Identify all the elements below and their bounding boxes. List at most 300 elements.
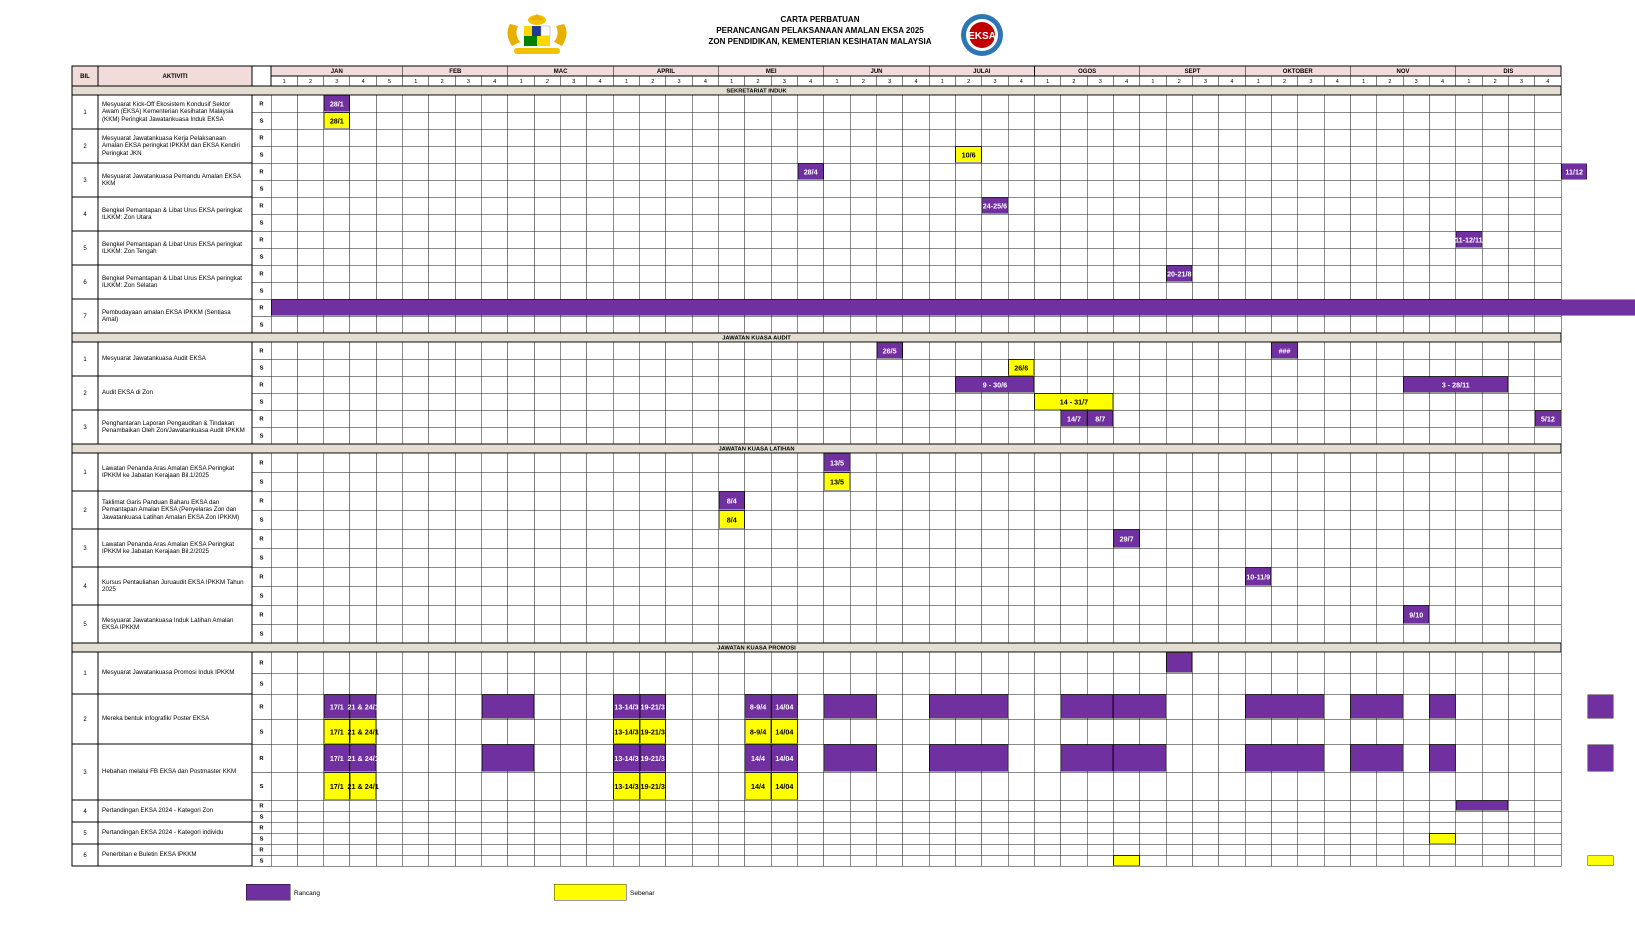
week-cell xyxy=(1456,744,1482,772)
week-cell xyxy=(1166,855,1192,866)
week-cell xyxy=(455,359,481,376)
week-cell xyxy=(561,844,587,855)
week-label: 3 xyxy=(1098,79,1102,85)
week-cell xyxy=(1192,811,1218,822)
week-cell xyxy=(1061,146,1087,163)
week-cell xyxy=(1034,180,1060,197)
week-cell xyxy=(903,376,929,393)
week-cell xyxy=(1456,282,1482,299)
week-cell xyxy=(850,197,876,214)
week-cell xyxy=(376,231,402,248)
week-cell xyxy=(350,231,376,248)
bar-date-label: 14 - 31/7 xyxy=(1059,397,1089,407)
week-cell xyxy=(1034,855,1060,866)
bar-date-label: 19-21/3 xyxy=(640,782,665,791)
week-cell xyxy=(324,359,350,376)
week-cell xyxy=(1061,359,1087,376)
week-cell xyxy=(482,844,508,855)
month-label: FEB xyxy=(449,69,462,75)
week-cell xyxy=(297,586,323,605)
week-cell xyxy=(771,248,797,265)
week-cell xyxy=(1034,248,1060,265)
week-cell xyxy=(1087,719,1113,744)
week-cell xyxy=(1456,316,1482,333)
rancang-bar xyxy=(930,745,1008,771)
week-cell xyxy=(587,410,613,427)
week-cell xyxy=(903,129,929,146)
week-cell xyxy=(903,472,929,491)
week-cell xyxy=(929,855,955,866)
week-cell xyxy=(1192,833,1218,844)
week-cell xyxy=(534,453,560,472)
week-cell xyxy=(771,844,797,855)
week-cell xyxy=(1350,822,1376,833)
week-cell xyxy=(1535,146,1561,163)
week-cell xyxy=(1245,822,1271,833)
week-cell xyxy=(798,427,824,444)
week-cell xyxy=(534,744,560,772)
week-cell xyxy=(982,472,1008,491)
week-cell xyxy=(692,652,718,673)
week-cell xyxy=(640,342,666,359)
week-cell xyxy=(771,282,797,299)
week-cell xyxy=(929,112,955,129)
week-label: 4 xyxy=(914,79,918,85)
week-cell xyxy=(666,833,692,844)
week-cell xyxy=(561,95,587,112)
week-cell xyxy=(350,393,376,410)
week-cell xyxy=(403,146,429,163)
week-cell xyxy=(824,855,850,866)
week-cell xyxy=(1113,811,1139,822)
activity-name: Penghantaran Laporan Pengauditan & Tindakan Penambaikan Oleh Zon/Jawatankuasa Audit IPKKM xyxy=(102,419,245,434)
section-header-row xyxy=(72,643,1561,652)
week-cell xyxy=(271,282,297,299)
week-cell xyxy=(1482,673,1508,694)
week-cell xyxy=(1271,376,1297,393)
week-cell xyxy=(350,491,376,510)
week-cell xyxy=(903,146,929,163)
week-cell xyxy=(666,529,692,548)
week-cell xyxy=(640,146,666,163)
week-cell xyxy=(1113,359,1139,376)
week-cell xyxy=(1403,772,1429,800)
week-cell xyxy=(1034,146,1060,163)
week-cell xyxy=(1113,586,1139,605)
week-cell xyxy=(1377,844,1403,855)
week-cell xyxy=(640,472,666,491)
week-cell xyxy=(1087,652,1113,673)
week-cell xyxy=(1377,472,1403,491)
week-cell xyxy=(587,197,613,214)
week-cell xyxy=(271,112,297,129)
week-cell xyxy=(376,586,402,605)
week-cell xyxy=(955,282,981,299)
activity-name: Penerbitan e Buletin EKSA IPKKM xyxy=(102,851,197,859)
week-cell xyxy=(297,180,323,197)
bar-date-label: 21 & 24/1 xyxy=(347,727,379,737)
week-cell xyxy=(1061,586,1087,605)
week-cell xyxy=(1429,605,1455,624)
sebenar-bar xyxy=(1430,834,1455,843)
week-cell xyxy=(745,163,771,180)
week-cell xyxy=(1508,282,1534,299)
week-cell xyxy=(1429,567,1455,586)
week-cell xyxy=(350,214,376,231)
week-cell xyxy=(1377,410,1403,427)
week-cell xyxy=(666,427,692,444)
week-cell xyxy=(719,529,745,548)
week-cell xyxy=(666,265,692,282)
week-cell xyxy=(561,586,587,605)
week-label: 4 xyxy=(1125,79,1129,85)
week-cell xyxy=(1456,855,1482,866)
activity-name: Kursus Pentauliahan Juruaudit EKSA IPKKM Tahun 2025 xyxy=(102,578,244,593)
week-cell xyxy=(482,163,508,180)
week-cell xyxy=(1034,586,1060,605)
week-cell xyxy=(1034,197,1060,214)
week-cell xyxy=(1166,316,1192,333)
week-cell xyxy=(1113,410,1139,427)
week-cell xyxy=(1350,586,1376,605)
week-cell xyxy=(1271,453,1297,472)
week-cell xyxy=(850,548,876,567)
week-cell xyxy=(1113,673,1139,694)
week-cell xyxy=(1140,586,1166,605)
bil-header: BIL xyxy=(80,74,90,80)
week-cell xyxy=(350,248,376,265)
week-cell xyxy=(929,316,955,333)
week-cell xyxy=(1298,833,1324,844)
week-cell xyxy=(824,410,850,427)
week-cell xyxy=(1482,410,1508,427)
week-cell xyxy=(903,694,929,719)
week-cell xyxy=(350,129,376,146)
week-cell xyxy=(297,673,323,694)
week-cell xyxy=(271,719,297,744)
week-cell xyxy=(482,180,508,197)
week-cell xyxy=(1087,342,1113,359)
week-cell xyxy=(613,510,639,529)
week-cell xyxy=(877,214,903,231)
week-cell xyxy=(666,510,692,529)
bar-date-label: 21 & 24/1 xyxy=(347,754,379,763)
week-cell xyxy=(1508,410,1534,427)
week-cell xyxy=(455,376,481,393)
week-cell xyxy=(561,822,587,833)
week-cell xyxy=(824,316,850,333)
week-cell xyxy=(824,624,850,643)
bar-date-label: 17/1 xyxy=(329,702,344,712)
week-cell xyxy=(1061,282,1087,299)
week-cell xyxy=(850,491,876,510)
week-cell xyxy=(1429,146,1455,163)
week-cell xyxy=(982,231,1008,248)
week-cell xyxy=(745,624,771,643)
week-cell xyxy=(376,652,402,673)
week-cell xyxy=(850,605,876,624)
week-cell xyxy=(1271,472,1297,491)
week-cell xyxy=(613,248,639,265)
week-cell xyxy=(1482,548,1508,567)
week-cell xyxy=(1219,427,1245,444)
week-cell xyxy=(1140,376,1166,393)
week-cell xyxy=(324,811,350,822)
week-cell xyxy=(1350,548,1376,567)
week-cell xyxy=(1377,265,1403,282)
week-cell xyxy=(1140,359,1166,376)
week-cell xyxy=(1350,772,1376,800)
week-cell xyxy=(877,197,903,214)
week-cell xyxy=(719,811,745,822)
week-cell xyxy=(1429,822,1455,833)
week-cell xyxy=(1140,129,1166,146)
week-cell xyxy=(1535,855,1561,866)
week-cell xyxy=(1535,822,1561,833)
week-cell xyxy=(613,472,639,491)
week-cell xyxy=(429,180,455,197)
week-cell xyxy=(1034,359,1060,376)
week-cell xyxy=(798,316,824,333)
week-cell xyxy=(1271,855,1297,866)
week-cell xyxy=(1219,248,1245,265)
week-cell xyxy=(929,719,955,744)
week-cell xyxy=(850,146,876,163)
week-cell xyxy=(403,265,429,282)
week-cell xyxy=(1271,605,1297,624)
week-cell xyxy=(1008,214,1034,231)
week-cell xyxy=(587,772,613,800)
week-cell xyxy=(692,129,718,146)
week-cell xyxy=(666,282,692,299)
week-cell xyxy=(455,231,481,248)
week-cell xyxy=(1008,265,1034,282)
week-cell xyxy=(719,694,745,719)
week-cell xyxy=(1034,605,1060,624)
week-cell xyxy=(1535,453,1561,472)
week-cell xyxy=(666,652,692,673)
week-cell xyxy=(640,855,666,866)
week-cell xyxy=(1192,529,1218,548)
week-cell xyxy=(1140,844,1166,855)
week-cell xyxy=(587,214,613,231)
week-cell xyxy=(1166,510,1192,529)
week-cell xyxy=(561,282,587,299)
week-cell xyxy=(1456,410,1482,427)
week-cell xyxy=(719,410,745,427)
week-label: 1 xyxy=(1256,79,1260,85)
bar-date-label: 13-14/3 xyxy=(614,702,639,712)
week-cell xyxy=(1324,844,1350,855)
week-cell xyxy=(1192,652,1218,673)
week-cell xyxy=(771,342,797,359)
week-cell xyxy=(1192,453,1218,472)
week-cell xyxy=(877,652,903,673)
week-cell xyxy=(1456,453,1482,472)
week-cell xyxy=(1508,605,1534,624)
week-cell xyxy=(1403,231,1429,248)
week-cell xyxy=(929,586,955,605)
legend-sebenar-swatch xyxy=(554,884,626,900)
week-cell xyxy=(1140,772,1166,800)
week-cell xyxy=(1008,822,1034,833)
week-cell xyxy=(1429,453,1455,472)
week-cell xyxy=(640,214,666,231)
week-cell xyxy=(1140,624,1166,643)
week-cell xyxy=(640,844,666,855)
week-cell xyxy=(692,316,718,333)
week-cell xyxy=(1350,95,1376,112)
week-cell xyxy=(534,342,560,359)
week-cell xyxy=(350,180,376,197)
week-cell xyxy=(745,586,771,605)
week-cell xyxy=(613,112,639,129)
week-label: 3 xyxy=(1204,79,1208,85)
week-cell xyxy=(955,231,981,248)
week-cell xyxy=(1377,529,1403,548)
week-cell xyxy=(824,833,850,844)
week-cell xyxy=(587,376,613,393)
week-cell xyxy=(1456,95,1482,112)
week-cell xyxy=(350,95,376,112)
week-cell xyxy=(745,342,771,359)
rancang-row-label: R xyxy=(259,847,264,854)
week-cell xyxy=(640,180,666,197)
week-cell xyxy=(324,248,350,265)
week-cell xyxy=(455,744,481,772)
week-cell xyxy=(692,510,718,529)
activity-name: Hebahan melalui FB EKSA dan Postmaster KKM xyxy=(102,768,237,776)
week-cell xyxy=(613,231,639,248)
week-cell xyxy=(1245,197,1271,214)
week-cell xyxy=(1271,180,1297,197)
section-title: JAWATAN KUASA AUDIT xyxy=(722,335,791,342)
week-cell xyxy=(482,231,508,248)
week-cell xyxy=(1298,282,1324,299)
week-cell xyxy=(877,567,903,586)
bar-date-label: 26/5 xyxy=(882,346,897,356)
bar-date-label: ### xyxy=(1278,346,1291,356)
week-cell xyxy=(1140,214,1166,231)
week-cell xyxy=(271,393,297,410)
week-cell xyxy=(745,427,771,444)
week-cell xyxy=(376,359,402,376)
week-cell xyxy=(350,376,376,393)
week-cell xyxy=(1061,491,1087,510)
week-cell xyxy=(561,624,587,643)
week-cell xyxy=(745,180,771,197)
week-cell xyxy=(798,673,824,694)
week-cell xyxy=(666,719,692,744)
week-cell xyxy=(271,673,297,694)
week-cell xyxy=(1219,472,1245,491)
week-cell xyxy=(271,833,297,844)
week-cell xyxy=(771,163,797,180)
week-cell xyxy=(561,112,587,129)
week-cell xyxy=(1508,694,1534,719)
week-cell xyxy=(719,180,745,197)
week-cell xyxy=(929,146,955,163)
week-cell xyxy=(1087,282,1113,299)
rancang-bar xyxy=(1167,653,1192,672)
week-cell xyxy=(955,673,981,694)
week-cell xyxy=(1456,472,1482,491)
activity-number: 3 xyxy=(83,546,87,552)
week-cell xyxy=(1192,427,1218,444)
week-cell xyxy=(429,855,455,866)
week-cell xyxy=(324,529,350,548)
week-cell xyxy=(1166,833,1192,844)
week-cell xyxy=(692,673,718,694)
week-cell xyxy=(1061,112,1087,129)
week-cell xyxy=(297,282,323,299)
week-cell xyxy=(534,510,560,529)
week-cell xyxy=(376,510,402,529)
week-cell xyxy=(1087,510,1113,529)
week-cell xyxy=(482,393,508,410)
week-cell xyxy=(455,214,481,231)
week-cell xyxy=(1403,855,1429,866)
week-cell xyxy=(929,393,955,410)
week-cell xyxy=(613,491,639,510)
week-cell xyxy=(666,453,692,472)
week-label: 4 xyxy=(703,79,707,85)
week-cell xyxy=(1377,197,1403,214)
week-cell xyxy=(1429,548,1455,567)
week-cell xyxy=(1087,822,1113,833)
week-cell xyxy=(1324,359,1350,376)
week-cell xyxy=(1034,822,1060,833)
week-cell xyxy=(1113,393,1139,410)
week-cell xyxy=(1456,180,1482,197)
week-cell xyxy=(324,231,350,248)
week-cell xyxy=(1429,673,1455,694)
week-cell xyxy=(1508,673,1534,694)
activity-name: Pertandingan EKSA 2024 - Kategori Zon xyxy=(102,807,214,815)
week-cell xyxy=(613,129,639,146)
month-label: JUN xyxy=(870,69,883,75)
week-cell xyxy=(1482,129,1508,146)
week-cell xyxy=(1219,265,1245,282)
week-cell xyxy=(482,427,508,444)
week-cell xyxy=(1298,855,1324,866)
week-cell xyxy=(798,529,824,548)
week-cell xyxy=(1140,510,1166,529)
week-cell xyxy=(798,453,824,472)
week-cell xyxy=(376,744,402,772)
week-cell xyxy=(297,694,323,719)
week-cell xyxy=(824,359,850,376)
week-cell xyxy=(1140,652,1166,673)
week-cell xyxy=(297,316,323,333)
week-cell xyxy=(429,214,455,231)
week-cell xyxy=(350,822,376,833)
week-label: 1 xyxy=(1362,79,1366,85)
week-cell xyxy=(1087,376,1113,393)
week-cell xyxy=(640,163,666,180)
week-cell xyxy=(534,548,560,567)
week-cell xyxy=(1140,265,1166,282)
week-cell xyxy=(376,410,402,427)
week-cell xyxy=(1377,376,1403,393)
week-cell xyxy=(982,833,1008,844)
week-cell xyxy=(271,95,297,112)
week-cell xyxy=(1271,624,1297,643)
week-cell xyxy=(1008,772,1034,800)
week-cell xyxy=(1245,180,1271,197)
week-cell xyxy=(561,694,587,719)
week-cell xyxy=(771,811,797,822)
